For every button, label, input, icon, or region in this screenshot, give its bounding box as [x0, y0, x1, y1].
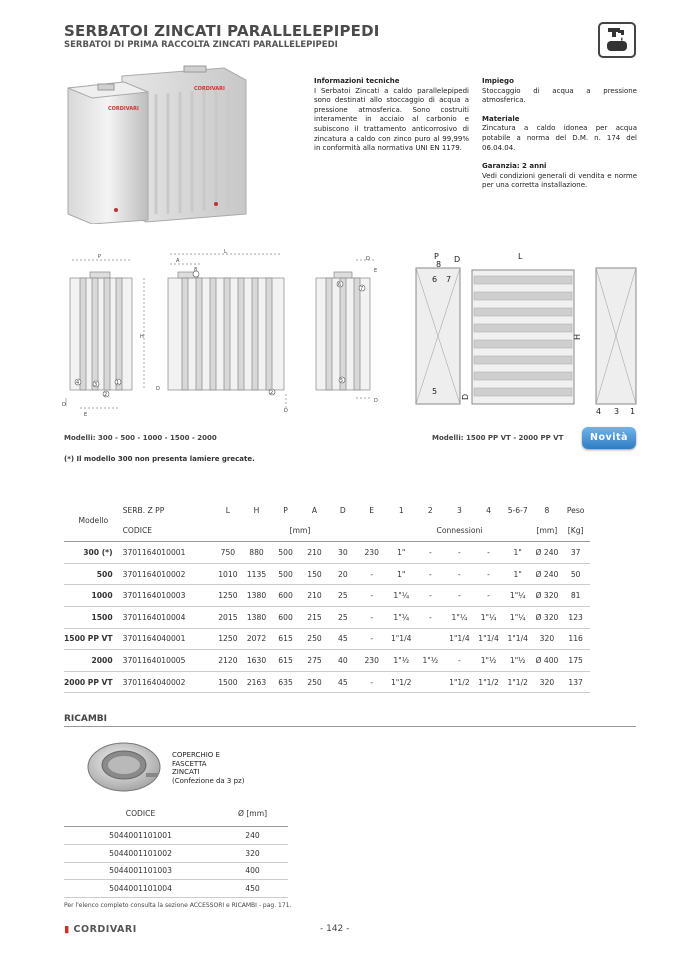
header-peso: Peso: [566, 505, 585, 515]
conn-8: 8: [194, 267, 198, 273]
cell-value: 1": [386, 563, 416, 585]
cell-value: 1630: [242, 650, 271, 672]
conn-2: 2: [104, 392, 108, 398]
conn-1: 1: [116, 380, 120, 386]
table-row: [64, 563, 590, 585]
technical-info: [314, 77, 469, 154]
vt-conn-1: 1: [630, 407, 636, 416]
usage-text: Stoccaggio di acqua a pressione atmosferica.: [482, 86, 637, 105]
table-row: [64, 628, 590, 650]
novita-badge: Novità: [582, 427, 636, 449]
cell-value: 615: [271, 628, 300, 650]
ricambi-row: [64, 880, 288, 898]
header-a: A: [311, 505, 318, 515]
cell-value: 1500: [214, 671, 243, 693]
cell-value: 1135: [242, 563, 271, 585]
cell-value: Ø 240: [533, 563, 562, 585]
ricambi-code: 5044001101003: [64, 862, 217, 880]
models-standard-caption: Modelli: 300 - 500 - 1000 - 1500 - 2000: [64, 434, 217, 442]
cell-value: -: [445, 563, 475, 585]
cell-value: 615: [271, 650, 300, 672]
ricambi-row: [64, 827, 288, 845]
cell-value: 81: [561, 585, 590, 607]
cell-value: 275: [300, 650, 328, 672]
cell-value: 1": [503, 563, 533, 585]
cell-value: 150: [300, 563, 328, 585]
cell-value: 1"1/2: [474, 671, 503, 693]
cell-value: Ø 400: [533, 650, 562, 672]
cell-code: 3701164040002: [123, 671, 214, 693]
cell-value: -: [474, 585, 503, 607]
cell-model: 1500 PP VT: [64, 628, 123, 650]
header-3: 3: [456, 505, 462, 515]
cell-value: 1"½: [386, 650, 416, 672]
lid-description: [172, 751, 244, 785]
cell-value: 500: [271, 563, 300, 585]
cell-value: 1"½: [474, 650, 503, 672]
dim-d-end: D: [366, 256, 370, 262]
cell-value: 37: [561, 542, 590, 564]
table-row: [64, 650, 590, 672]
cell-value: 320: [533, 628, 562, 650]
warranty-title: Garanzia: 2 anni: [482, 162, 547, 171]
unit-mm: [mm]: [214, 521, 387, 542]
cell-model: 1000: [64, 585, 123, 607]
vt-dim-p: P: [434, 252, 439, 261]
dim-p: P: [98, 254, 102, 260]
cell-value: 1": [386, 542, 416, 564]
cell-value: 635: [271, 671, 300, 693]
vt-conn-5: 5: [432, 387, 438, 396]
technical-drawings-vt: [410, 250, 642, 424]
ricambi-row: [64, 844, 288, 862]
unit-connessioni: Connessioni: [386, 521, 532, 542]
cell-value: Ø 320: [533, 585, 562, 607]
models-vt-caption: Modelli: 1500 PP VT - 2000 PP VT: [432, 434, 564, 442]
dim-e-end: E: [374, 268, 378, 274]
conn-4: 4: [76, 380, 80, 386]
header-1: 1: [398, 505, 404, 515]
cell-value: 50: [561, 563, 590, 585]
vt-conn-4: 4: [596, 407, 602, 416]
cell-value: 1"¼: [503, 606, 533, 628]
cell-value: -: [357, 606, 386, 628]
cell-value: 40: [329, 650, 357, 672]
ricambi-header-diam: Ø [mm]: [217, 800, 288, 827]
cell-code: 3701164040001: [123, 628, 214, 650]
dim-a: A: [176, 258, 180, 264]
ricambi-diam: 400: [217, 862, 288, 880]
cell-value: 25: [329, 585, 357, 607]
table-row: [64, 542, 590, 564]
unit-mm-8: [mm]: [533, 521, 562, 542]
cell-value: 1"1/4: [503, 628, 533, 650]
ricambi-code: 5044001101001: [64, 827, 217, 845]
cell-value: 1"¼: [474, 606, 503, 628]
table-units-row: [64, 521, 590, 542]
cell-value: 215: [300, 606, 328, 628]
header-h: H: [253, 505, 260, 515]
header-8: 8: [544, 505, 550, 515]
dim-h: H: [140, 334, 144, 340]
ricambi-title: RICAMBI: [64, 714, 108, 724]
cordivari-logo: ▮ CORDIVARI: [64, 924, 137, 935]
header-p: P: [283, 505, 288, 515]
cell-value: [416, 628, 445, 650]
footer-note: Per l'elenco completo consulta la sezione ACCESSORI e RICAMBI - pag. 171.: [64, 902, 292, 909]
cell-value: 1"¼: [503, 585, 533, 607]
cell-value: 210: [300, 585, 328, 607]
usage-info: [482, 77, 637, 191]
cell-value: 600: [271, 606, 300, 628]
header-d: D: [339, 505, 346, 515]
cell-value: 1010: [214, 563, 243, 585]
cell-value: 1"¼: [386, 585, 416, 607]
cell-value: 320: [533, 671, 562, 693]
cell-code: 3701164010001: [123, 542, 214, 564]
vt-dim-d2: D: [461, 393, 470, 400]
cell-value: -: [445, 650, 475, 672]
header-codice: CODICE: [123, 521, 214, 542]
water-tap-tank-icon: [598, 22, 636, 58]
usage-title: Impiego: [482, 77, 514, 85]
page-subtitle: SERBATOI DI PRIMA RACCOLTA ZINCATI PARALLELEPIPEDI: [64, 40, 338, 50]
ricambi-diam: 320: [217, 844, 288, 862]
tank-brand-label: CORDIVARI: [194, 86, 225, 92]
tank-brand-label-front: CORDIVARI: [108, 106, 139, 112]
header-serb: SERB. Z PP: [122, 505, 165, 515]
dim-d-bottom: D: [284, 408, 288, 414]
conn-5: 5: [340, 378, 344, 384]
vt-dim-d: D: [454, 255, 461, 264]
lid-label-line-4: (Confezione da 3 pz): [172, 776, 245, 785]
ricambi-row: [64, 862, 288, 880]
cell-value: 750: [214, 542, 243, 564]
cell-value: -: [445, 542, 475, 564]
table-header-row: [64, 500, 590, 521]
vt-conn-3: 3: [614, 407, 620, 416]
ricambi-divider: [64, 726, 636, 727]
cell-value: -: [416, 542, 445, 564]
cell-value: [416, 671, 445, 693]
conn-2-side: 2: [270, 390, 274, 396]
cell-value: 250: [300, 671, 328, 693]
cell-value: Ø 240: [533, 542, 562, 564]
model-300-note: (*) Il modello 300 non presenta lamiere grecate.: [64, 455, 255, 463]
unit-kg: [Kg]: [561, 521, 590, 542]
lid-photo: [86, 737, 162, 797]
cell-code: 3701164010002: [123, 563, 214, 585]
cell-value: 175: [561, 650, 590, 672]
cell-code: 3701164010005: [123, 650, 214, 672]
cell-value: 2163: [242, 671, 271, 693]
header-l: L: [225, 505, 230, 515]
lid-label-line-2: FASCETTA: [172, 759, 207, 768]
cell-value: 116: [561, 628, 590, 650]
cell-value: 2120: [214, 650, 243, 672]
cell-model: 300 (*): [64, 542, 123, 564]
cell-value: 30: [329, 542, 357, 564]
cell-value: 500: [271, 542, 300, 564]
cell-value: 1"½: [416, 650, 445, 672]
cell-code: 3701164010003: [123, 585, 214, 607]
cell-value: 600: [271, 585, 300, 607]
cell-value: -: [474, 542, 503, 564]
cell-value: 20: [329, 563, 357, 585]
page-number: - 142 -: [320, 924, 350, 934]
cell-model: 2000: [64, 650, 123, 672]
header-4: 4: [486, 505, 491, 515]
vt-conn-8: 8: [436, 260, 442, 269]
ricambi-diam: 450: [217, 880, 288, 898]
cell-value: 1"¼: [386, 606, 416, 628]
header-model: Modello: [64, 500, 123, 542]
cell-value: 1"1/2: [445, 671, 475, 693]
logo-text: CORDIVARI: [73, 924, 137, 935]
cell-value: 45: [329, 671, 357, 693]
ricambi-diam: 240: [217, 827, 288, 845]
table-row: [64, 671, 590, 693]
dim-d-end-bottom: D: [374, 398, 378, 404]
cell-value: -: [357, 585, 386, 607]
cell-value: 880: [242, 542, 271, 564]
cell-value: 2072: [242, 628, 271, 650]
page-title: SERBATOI ZINCATI PARALLELEPIPEDI: [64, 22, 380, 40]
material-title: Materiale: [482, 114, 520, 123]
ricambi-header-code: CODICE: [64, 800, 217, 827]
dim-e: E: [84, 412, 88, 418]
ricambi-code: 5044001101002: [64, 844, 217, 862]
cell-value: 1380: [242, 585, 271, 607]
dim-d: D: [62, 402, 66, 408]
ricambi-table: [64, 800, 288, 898]
table-row: [64, 606, 590, 628]
cell-value: 45: [329, 628, 357, 650]
cell-model: 500: [64, 563, 123, 585]
cell-value: 1250: [214, 585, 243, 607]
cell-value: -: [357, 563, 386, 585]
material-text: Zincatura a caldo idonea per acqua potabile a norma del D.M. n. 174 del 06.04.04.: [482, 124, 637, 152]
cell-value: 230: [357, 542, 386, 564]
cell-value: 230: [357, 650, 386, 672]
technical-drawings-standard: [60, 248, 390, 424]
vt-dim-l: L: [518, 252, 523, 261]
vt-conn-6: 6: [432, 275, 438, 284]
cell-value: 123: [561, 606, 590, 628]
cell-model: 2000 PP VT: [64, 671, 123, 693]
cell-value: 1250: [214, 628, 243, 650]
cell-value: 25: [329, 606, 357, 628]
cell-value: 1380: [242, 606, 271, 628]
cell-model: 1500: [64, 606, 123, 628]
header-e: E: [369, 505, 375, 515]
dim-d-side: D: [156, 386, 160, 392]
cell-value: 1"1/4: [386, 628, 416, 650]
cell-value: -: [357, 628, 386, 650]
cell-value: -: [474, 563, 503, 585]
cell-code: 3701164010004: [123, 606, 214, 628]
cell-value: -: [357, 671, 386, 693]
vt-conn-7: 7: [446, 275, 452, 284]
header-2: 2: [427, 505, 433, 515]
cell-value: 250: [300, 628, 328, 650]
cell-value: 1"1/4: [474, 628, 503, 650]
vt-dim-h: H: [573, 333, 582, 340]
cell-value: 2015: [214, 606, 243, 628]
cell-value: 1"1/2: [386, 671, 416, 693]
dim-l: L: [224, 249, 227, 255]
cell-value: Ø 320: [533, 606, 562, 628]
conn-6: 6: [338, 282, 342, 288]
warranty-text: Vedi condizioni generali di vendita e norme per una corretta installazione.: [482, 171, 637, 190]
conn-7: 7: [360, 286, 364, 292]
header-567: 5-6-7: [507, 505, 528, 515]
lid-label-line-1: COPERCHIO E: [172, 751, 220, 759]
specifications-table: [64, 500, 590, 693]
technical-info-title: Informazioni tecniche: [314, 77, 400, 85]
conn-3: 3: [94, 382, 98, 388]
cell-value: 137: [561, 671, 590, 693]
cell-value: -: [445, 585, 475, 607]
table-row: [64, 585, 590, 607]
cell-value: 1"¼: [445, 606, 475, 628]
technical-info-text: I Serbatoi Zincati a caldo parallelepipedi sono destinati allo stoccaggio di acqua a pressione atmosferica. Sono costruiti interamente in acciaio al carbonio e subiscono il trattamento anticorrosivo di zincatura a caldo con zinco puro al 99,99% in conformità alla normativa UNI EN 1179.: [314, 86, 469, 153]
cell-value: -: [416, 606, 445, 628]
cell-value: 1"1/2: [503, 671, 533, 693]
cell-value: 1"1/4: [445, 628, 475, 650]
cell-value: -: [416, 585, 445, 607]
cell-value: -: [416, 563, 445, 585]
cell-value: 1"½: [503, 650, 533, 672]
cell-value: 210: [300, 542, 328, 564]
lid-label-line-3: ZINCATI: [172, 768, 200, 777]
cell-value: 1": [503, 542, 533, 564]
product-photo: [64, 64, 284, 228]
ricambi-header-row: [64, 800, 288, 827]
ricambi-code: 5044001101004: [64, 880, 217, 898]
